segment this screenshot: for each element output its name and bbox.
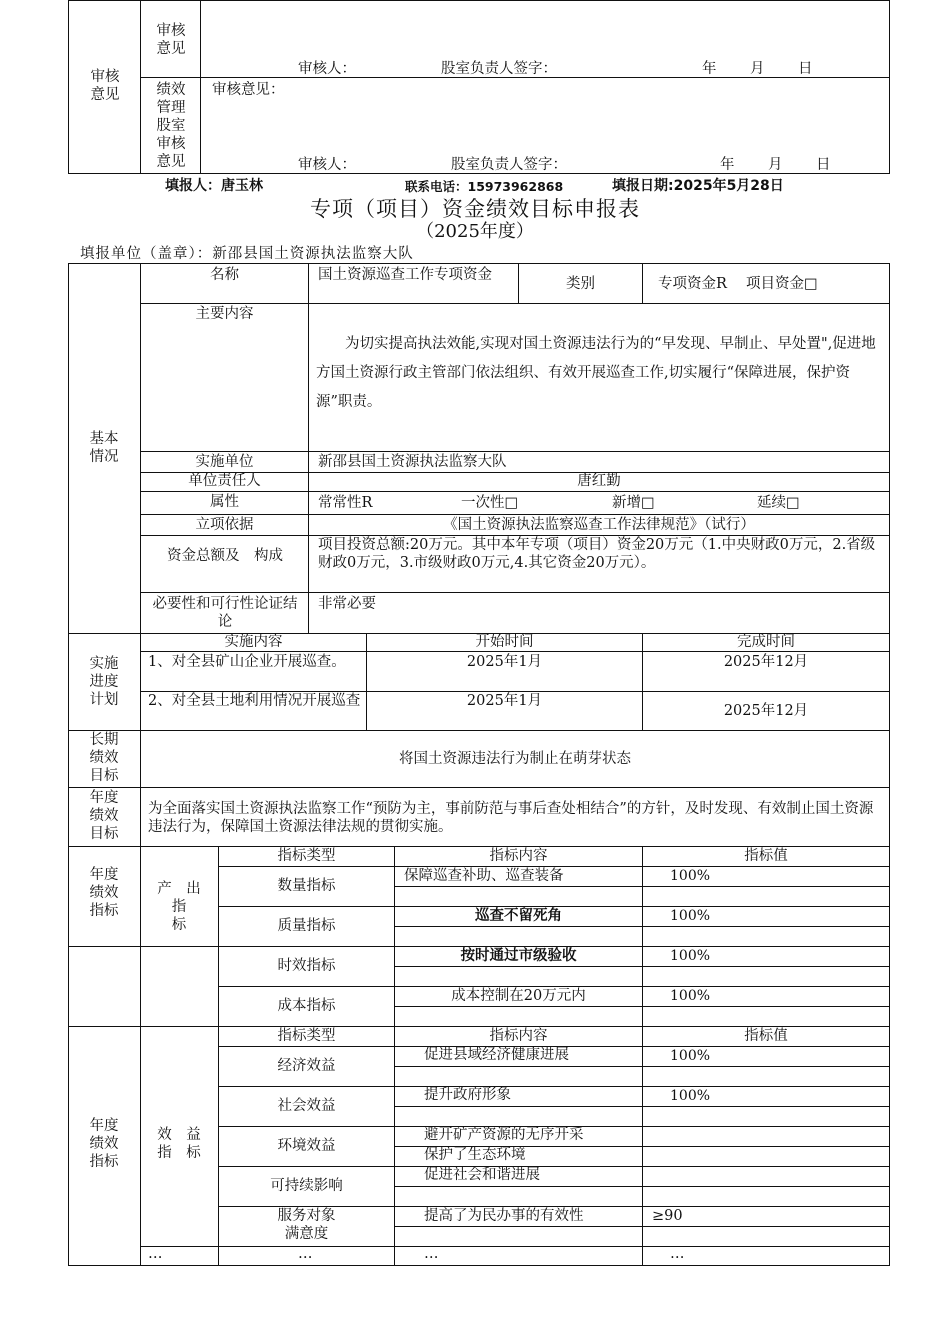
attr-label: 属性	[210, 494, 239, 510]
benefit-row-1-type: 经济效益	[277, 1058, 336, 1074]
benefit-row-2-type: 社会效益	[277, 1098, 336, 1114]
form-year: （2025年度）	[416, 221, 534, 242]
benefit-header-content: 指标内容	[489, 1028, 548, 1044]
review2-reviewer: 审核人：	[298, 157, 356, 173]
benefit-row-2-content: 提升政府形象	[424, 1087, 511, 1103]
review2-year: 年	[720, 157, 735, 173]
basic-section-label: 基本 情况	[89, 431, 119, 465]
attr-option-1: 常常性R	[318, 495, 373, 511]
schedule-section-label: 实施 进度 计划	[89, 656, 119, 708]
schedule-row-1-content: 1、对全县矿山企业开展巡查。	[148, 654, 346, 670]
necessity-value: 非常必要	[318, 596, 376, 612]
schedule-row-1-end: 2025年12月	[723, 654, 809, 670]
form-title: 专项（项目）资金绩效目标申报表	[310, 197, 640, 221]
review-sub2-label: 绩效 管理 股室 审核 意见	[156, 82, 186, 170]
benefit-row-2-value: 100%	[670, 1088, 711, 1104]
benefit-row-1-content: 促进县域经济健康进展	[424, 1047, 569, 1063]
benefit-row-5-content: 提高了为民办事的有效性	[424, 1208, 584, 1224]
schedule-header-end: 完成时间	[737, 634, 795, 650]
review1-chief: 股室负责人签字：	[441, 61, 557, 77]
filler-name: 填报人：唐玉林	[165, 178, 263, 194]
benefit-section-label: 年度 绩效 指标	[89, 1118, 119, 1170]
benefit-row-1-value: 100%	[670, 1048, 711, 1064]
impl-unit-label: 实施单位	[195, 454, 254, 470]
schedule-header-content: 实施内容	[224, 634, 283, 650]
output-row-3-content: 按时通过市级验收	[460, 948, 577, 964]
output-row-2-type: 质量指标	[277, 918, 336, 934]
output-section-label: 年度 绩效 指标	[89, 867, 119, 919]
review2-opinion: 审核意见：	[212, 82, 285, 98]
review2-month: 月	[768, 157, 783, 173]
category-label: 类别	[566, 276, 595, 292]
output-header-value: 指标值	[744, 848, 788, 864]
annual-goal-label: 年度 绩效 目标	[89, 790, 119, 842]
review2-day: 日	[816, 157, 831, 173]
benefit-row-3-content-2: 保护了生态环境	[424, 1147, 526, 1163]
benefit-row-4-content: 促进社会和谐进展	[424, 1167, 540, 1183]
review-sub1-label: 审核 意见	[156, 23, 186, 57]
leader-value: 唐红勤	[577, 473, 621, 489]
review1-month: 月	[750, 61, 765, 77]
benefit-row-3-type: 环境效益	[277, 1138, 336, 1154]
ellipsis-2: …	[298, 1246, 313, 1262]
benefit-row-3-content: 避开矿产资源的无序开采	[424, 1127, 584, 1143]
schedule-row-2-end: 2025年12月	[723, 703, 809, 719]
output-row-1-value: 100%	[670, 868, 711, 884]
long-term-label: 长期 绩效 目标	[89, 732, 119, 784]
fund-value: 项目投资总额:20万元。其中本年专项（项目）资金20万元（1.中央财政0万元，2.省级财政0万元，3.市级财政0万元,4.其它资金20万元）。	[318, 537, 876, 571]
name-value: 国土资源巡查工作专项资金	[318, 267, 492, 283]
output-row-1-type: 数量指标	[277, 878, 336, 894]
output-row-4-value: 100%	[670, 988, 711, 1004]
necessity-label: 必要性和可行性论证结论	[152, 596, 298, 630]
basis-value: 《国土资源执法监察巡查工作法律规范》（试行）	[443, 517, 755, 533]
long-term-value: 将国土资源违法行为制止在萌芽状态	[399, 751, 631, 767]
output-row-2-content: 巡查不留死角	[475, 908, 562, 924]
schedule-row-2-content: 2、对全县土地利用情况开展巡查	[148, 693, 361, 709]
content-label: 主要内容	[195, 306, 254, 322]
fund-label: 资金总额及 构成	[167, 548, 283, 564]
ellipsis-4: …	[670, 1246, 685, 1262]
basis-label: 立项依据	[195, 517, 254, 533]
benefit-row-5-type: 服务对象 满意度	[277, 1208, 336, 1242]
annual-goal-value: 为全面落实国土资源执法监察工作“预防为主，事前防范与事后查处相结合”的方针，及时发现、有效制止国土资源违法行为，保障国土资源法律法规的贯彻实施。	[148, 801, 874, 835]
schedule-row-2-start: 2025年1月	[466, 693, 543, 709]
review2-chief: 股室负责人签字：	[451, 157, 567, 173]
output-row-1-content: 保障巡查补助、巡查装备	[404, 868, 564, 884]
leader-label: 单位责任人	[188, 473, 261, 489]
filler-date: 填报日期:2025年5月28日	[612, 178, 784, 194]
review1-reviewer: 审核人：	[298, 61, 356, 77]
benefit-header-value: 指标值	[744, 1028, 788, 1044]
filler-phone: 联系电话：15973962868	[405, 179, 564, 194]
output-header-type: 指标类型	[277, 848, 336, 864]
ellipsis-1: …	[148, 1246, 163, 1262]
output-row-2-value: 100%	[670, 908, 711, 924]
output-row-4-type: 成本指标	[277, 998, 336, 1014]
review-outer-label: 审核 意见	[90, 69, 120, 103]
report-unit: 填报单位（盖章）：新邵县国土资源执法监察大队	[80, 246, 414, 262]
schedule-header-start: 开始时间	[475, 634, 534, 650]
output-row-3-value: 100%	[670, 948, 711, 964]
impl-unit-value: 新邵县国土资源执法监察大队	[318, 454, 507, 470]
review1-day: 日	[798, 61, 813, 77]
content-value: 为切实提高执法效能,实现对国土资源违法行为的“早发现、早制止、早处置",促进地方国土资源行政主管部门依法组织、有效开展巡查工作,切实履行“保障进展，保护资源”职责。	[316, 336, 876, 410]
review1-year: 年	[702, 61, 717, 77]
output-sub-label: 产 出 指 标	[157, 881, 201, 933]
output-header-content: 指标内容	[489, 848, 548, 864]
name-label: 名称	[210, 267, 239, 283]
attr-option-4: 延续□	[757, 495, 800, 511]
category-value: 专项资金R 项目资金□	[658, 276, 818, 292]
attr-option-2: 一次性□	[461, 495, 519, 511]
schedule-row-1-start: 2025年1月	[466, 654, 543, 670]
benefit-sub-label: 效 益 指 标	[157, 1127, 201, 1161]
benefit-row-5-value: ≥90	[652, 1208, 683, 1224]
benefit-row-4-type: 可持续影响	[270, 1178, 343, 1194]
attr-option-3: 新增□	[612, 495, 655, 511]
output-row-3-type: 时效指标	[277, 958, 336, 974]
ellipsis-3: …	[424, 1246, 439, 1262]
benefit-header-type: 指标类型	[277, 1028, 336, 1044]
output-row-4-content: 成本控制在20万元内	[451, 988, 586, 1004]
